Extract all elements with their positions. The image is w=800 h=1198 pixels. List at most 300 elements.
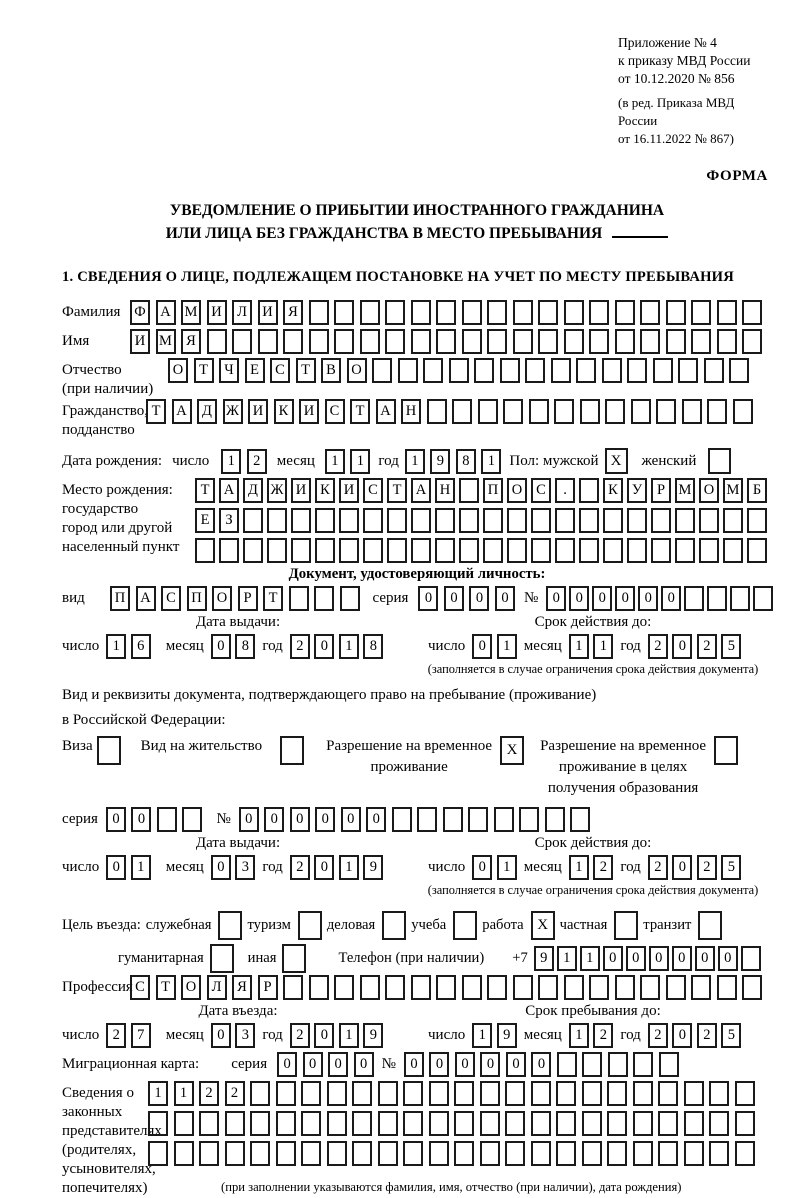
char-cell[interactable]: 1 xyxy=(497,634,517,659)
char-cell[interactable]: И xyxy=(339,478,359,503)
char-cell[interactable] xyxy=(579,478,599,503)
char-cell[interactable] xyxy=(423,358,443,383)
char-cell[interactable] xyxy=(658,1141,678,1166)
char-cell[interactable] xyxy=(459,538,479,563)
char-cell[interactable] xyxy=(478,399,498,424)
char-cell[interactable]: 0 xyxy=(672,1023,692,1048)
char-cell[interactable]: 0 xyxy=(211,1023,231,1048)
char-cell[interactable]: 0 xyxy=(354,1052,374,1077)
char-cell[interactable] xyxy=(717,300,737,325)
char-cell[interactable] xyxy=(707,399,727,424)
char-cell[interactable] xyxy=(207,329,227,354)
char-cell[interactable] xyxy=(411,538,431,563)
char-cell[interactable] xyxy=(148,1111,168,1136)
char-cell[interactable] xyxy=(436,329,456,354)
char-cell[interactable]: 5 xyxy=(721,634,741,659)
char-cell[interactable]: 7 xyxy=(131,1023,151,1048)
char-cell[interactable]: 1 xyxy=(569,1023,589,1048)
phone-cells[interactable] xyxy=(534,946,761,971)
char-cell[interactable] xyxy=(579,508,599,533)
char-cell[interactable]: О xyxy=(507,478,527,503)
char-cell[interactable] xyxy=(607,1081,627,1106)
char-cell[interactable] xyxy=(309,300,329,325)
char-cell[interactable] xyxy=(483,538,503,563)
char-cell[interactable]: 0 xyxy=(314,855,334,880)
char-cell[interactable] xyxy=(735,1141,755,1166)
char-cell[interactable]: И xyxy=(248,399,268,424)
char-cell[interactable]: 0 xyxy=(718,946,738,971)
char-cell[interactable]: 1 xyxy=(339,1023,359,1048)
char-cell[interactable]: А xyxy=(219,478,239,503)
char-cell[interactable]: С xyxy=(161,586,181,611)
char-cell[interactable] xyxy=(589,975,609,1000)
char-cell[interactable]: А xyxy=(376,399,396,424)
char-cell[interactable] xyxy=(291,538,311,563)
char-cell[interactable] xyxy=(454,1141,474,1166)
char-cell[interactable] xyxy=(360,300,380,325)
char-cell[interactable] xyxy=(633,1111,653,1136)
char-cell[interactable]: 2 xyxy=(290,1023,310,1048)
char-cell[interactable] xyxy=(699,508,719,533)
char-cell[interactable] xyxy=(174,1111,194,1136)
char-cell[interactable]: Н xyxy=(435,478,455,503)
char-cell[interactable]: 1 xyxy=(221,449,241,474)
char-cell[interactable] xyxy=(576,358,596,383)
char-cell[interactable] xyxy=(717,329,737,354)
char-cell[interactable]: 5 xyxy=(721,855,741,880)
char-cell[interactable] xyxy=(309,329,329,354)
char-cell[interactable]: 9 xyxy=(497,1023,517,1048)
char-cell[interactable] xyxy=(580,399,600,424)
char-cell[interactable] xyxy=(531,538,551,563)
char-cell[interactable] xyxy=(301,1141,321,1166)
char-cell[interactable]: 0 xyxy=(211,634,231,659)
char-cell[interactable]: 2 xyxy=(290,634,310,659)
purpose-business-checkbox[interactable] xyxy=(382,911,406,940)
char-cell[interactable]: З xyxy=(219,508,239,533)
char-cell[interactable] xyxy=(372,358,392,383)
char-cell[interactable]: Я xyxy=(181,329,201,354)
char-cell[interactable]: Е xyxy=(195,508,215,533)
char-cell[interactable]: 0 xyxy=(695,946,715,971)
char-cell[interactable]: 0 xyxy=(531,1052,551,1077)
char-cell[interactable] xyxy=(487,300,507,325)
char-cell[interactable] xyxy=(243,508,263,533)
char-cell[interactable] xyxy=(525,358,545,383)
char-cell[interactable]: 0 xyxy=(315,807,335,832)
char-cell[interactable] xyxy=(607,1111,627,1136)
char-cell[interactable] xyxy=(487,975,507,1000)
char-cell[interactable]: П xyxy=(483,478,503,503)
char-cell[interactable] xyxy=(742,329,762,354)
char-cell[interactable] xyxy=(148,1141,168,1166)
residence-permit-checkbox[interactable] xyxy=(280,736,304,765)
char-cell[interactable]: 1 xyxy=(339,634,359,659)
char-cell[interactable]: 0 xyxy=(672,946,692,971)
char-cell[interactable] xyxy=(531,1081,551,1106)
char-cell[interactable] xyxy=(653,358,673,383)
char-cell[interactable]: К xyxy=(603,478,623,503)
char-cell[interactable] xyxy=(403,1111,423,1136)
birth-place-cells-line1[interactable] xyxy=(195,478,767,503)
char-cell[interactable] xyxy=(733,399,753,424)
char-cell[interactable]: 0 xyxy=(106,855,126,880)
char-cell[interactable] xyxy=(709,1141,729,1166)
char-cell[interactable]: У xyxy=(627,478,647,503)
char-cell[interactable]: 1 xyxy=(580,946,600,971)
char-cell[interactable] xyxy=(435,508,455,533)
char-cell[interactable] xyxy=(429,1141,449,1166)
char-cell[interactable]: 0 xyxy=(303,1052,323,1077)
char-cell[interactable]: 1 xyxy=(106,634,126,659)
char-cell[interactable]: Ч xyxy=(219,358,239,383)
char-cell[interactable] xyxy=(682,399,702,424)
char-cell[interactable] xyxy=(250,1111,270,1136)
char-cell[interactable]: Я xyxy=(283,300,303,325)
char-cell[interactable] xyxy=(602,358,622,383)
char-cell[interactable] xyxy=(633,1052,653,1077)
char-cell[interactable] xyxy=(513,975,533,1000)
char-cell[interactable] xyxy=(627,508,647,533)
char-cell[interactable]: 0 xyxy=(131,807,151,832)
char-cell[interactable] xyxy=(195,538,215,563)
char-cell[interactable] xyxy=(500,358,520,383)
char-cell[interactable] xyxy=(699,538,719,563)
char-cell[interactable] xyxy=(429,1111,449,1136)
stay-month-cells[interactable] xyxy=(569,1023,614,1048)
char-cell[interactable]: 8 xyxy=(456,449,476,474)
char-cell[interactable] xyxy=(157,807,177,832)
char-cell[interactable] xyxy=(505,1111,525,1136)
char-cell[interactable] xyxy=(199,1111,219,1136)
char-cell[interactable]: 0 xyxy=(672,634,692,659)
char-cell[interactable] xyxy=(675,538,695,563)
char-cell[interactable]: 1 xyxy=(325,449,345,474)
char-cell[interactable] xyxy=(387,508,407,533)
char-cell[interactable] xyxy=(225,1111,245,1136)
char-cell[interactable]: Ф xyxy=(130,300,150,325)
char-cell[interactable] xyxy=(483,508,503,533)
passport-valid-year-cells[interactable] xyxy=(648,634,742,659)
char-cell[interactable] xyxy=(723,538,743,563)
migration-number-cells[interactable] xyxy=(404,1052,679,1077)
char-cell[interactable]: 0 xyxy=(615,586,635,611)
char-cell[interactable] xyxy=(378,1081,398,1106)
char-cell[interactable] xyxy=(735,1081,755,1106)
char-cell[interactable] xyxy=(276,1141,296,1166)
char-cell[interactable] xyxy=(449,358,469,383)
char-cell[interactable]: 0 xyxy=(444,586,464,611)
char-cell[interactable] xyxy=(340,586,360,611)
char-cell[interactable] xyxy=(243,538,263,563)
char-cell[interactable]: 0 xyxy=(661,586,681,611)
char-cell[interactable] xyxy=(232,329,252,354)
char-cell[interactable] xyxy=(551,358,571,383)
char-cell[interactable]: 0 xyxy=(290,807,310,832)
char-cell[interactable] xyxy=(503,399,523,424)
char-cell[interactable] xyxy=(411,508,431,533)
char-cell[interactable] xyxy=(505,1081,525,1106)
temp-residence-education-checkbox[interactable] xyxy=(714,736,738,765)
patronymic-cells[interactable] xyxy=(168,358,749,383)
char-cell[interactable]: Р xyxy=(238,586,258,611)
char-cell[interactable]: А xyxy=(172,399,192,424)
char-cell[interactable]: 0 xyxy=(328,1052,348,1077)
char-cell[interactable]: 0 xyxy=(211,855,231,880)
char-cell[interactable]: Т xyxy=(263,586,283,611)
char-cell[interactable] xyxy=(327,1111,347,1136)
char-cell[interactable] xyxy=(435,538,455,563)
char-cell[interactable] xyxy=(429,1081,449,1106)
char-cell[interactable] xyxy=(742,975,762,1000)
char-cell[interactable] xyxy=(387,538,407,563)
purpose-official-checkbox[interactable] xyxy=(218,911,242,940)
char-cell[interactable]: 0 xyxy=(495,586,515,611)
char-cell[interactable]: 2 xyxy=(593,855,613,880)
char-cell[interactable]: 0 xyxy=(429,1052,449,1077)
char-cell[interactable]: Т xyxy=(350,399,370,424)
char-cell[interactable]: А xyxy=(136,586,156,611)
char-cell[interactable] xyxy=(627,538,647,563)
char-cell[interactable] xyxy=(640,329,660,354)
char-cell[interactable] xyxy=(411,975,431,1000)
char-cell[interactable]: 0 xyxy=(506,1052,526,1077)
char-cell[interactable]: 0 xyxy=(106,807,126,832)
char-cell[interactable]: Е xyxy=(245,358,265,383)
representatives-cells-line2[interactable] xyxy=(148,1111,755,1136)
char-cell[interactable]: К xyxy=(315,478,335,503)
char-cell[interactable] xyxy=(403,1141,423,1166)
char-cell[interactable]: 0 xyxy=(418,586,438,611)
char-cell[interactable]: 0 xyxy=(341,807,361,832)
char-cell[interactable]: М xyxy=(675,478,695,503)
char-cell[interactable]: О xyxy=(212,586,232,611)
char-cell[interactable]: Ж xyxy=(223,399,243,424)
char-cell[interactable] xyxy=(538,975,558,1000)
char-cell[interactable]: 0 xyxy=(314,1023,334,1048)
char-cell[interactable] xyxy=(283,975,303,1000)
doc-number-cells[interactable] xyxy=(546,586,773,611)
char-cell[interactable] xyxy=(570,807,590,832)
visa-checkbox[interactable] xyxy=(97,736,121,765)
passport-valid-day-cells[interactable] xyxy=(472,634,517,659)
surname-cells[interactable] xyxy=(130,300,762,325)
entry-day-cells[interactable] xyxy=(106,1023,151,1048)
char-cell[interactable]: Д xyxy=(197,399,217,424)
char-cell[interactable] xyxy=(360,329,380,354)
char-cell[interactable] xyxy=(557,1052,577,1077)
char-cell[interactable]: 1 xyxy=(557,946,577,971)
char-cell[interactable]: Л xyxy=(207,975,227,1000)
char-cell[interactable] xyxy=(436,300,456,325)
char-cell[interactable] xyxy=(531,508,551,533)
char-cell[interactable] xyxy=(267,538,287,563)
char-cell[interactable]: М xyxy=(181,300,201,325)
char-cell[interactable] xyxy=(327,1081,347,1106)
char-cell[interactable]: Д xyxy=(243,478,263,503)
doc-type-cells[interactable] xyxy=(110,586,360,611)
char-cell[interactable] xyxy=(513,300,533,325)
char-cell[interactable] xyxy=(494,807,514,832)
char-cell[interactable] xyxy=(385,975,405,1000)
char-cell[interactable]: 0 xyxy=(672,855,692,880)
char-cell[interactable]: С xyxy=(363,478,383,503)
char-cell[interactable] xyxy=(314,586,334,611)
char-cell[interactable] xyxy=(684,1081,704,1106)
char-cell[interactable]: И xyxy=(258,300,278,325)
char-cell[interactable]: 2 xyxy=(697,1023,717,1048)
char-cell[interactable]: И xyxy=(130,329,150,354)
char-cell[interactable]: С xyxy=(130,975,150,1000)
char-cell[interactable] xyxy=(753,586,773,611)
sex-male-checkbox[interactable]: X xyxy=(605,448,628,474)
char-cell[interactable] xyxy=(315,538,335,563)
char-cell[interactable] xyxy=(276,1111,296,1136)
passport-issue-year-cells[interactable] xyxy=(290,634,384,659)
entry-year-cells[interactable] xyxy=(290,1023,384,1048)
char-cell[interactable] xyxy=(582,1052,602,1077)
char-cell[interactable] xyxy=(352,1141,372,1166)
char-cell[interactable] xyxy=(339,538,359,563)
char-cell[interactable]: 8 xyxy=(235,634,255,659)
char-cell[interactable] xyxy=(666,300,686,325)
char-cell[interactable] xyxy=(219,538,239,563)
char-cell[interactable] xyxy=(723,508,743,533)
char-cell[interactable] xyxy=(327,1141,347,1166)
char-cell[interactable] xyxy=(403,1081,423,1106)
char-cell[interactable]: 1 xyxy=(174,1081,194,1106)
char-cell[interactable] xyxy=(564,329,584,354)
purpose-humanitarian-checkbox[interactable] xyxy=(210,944,234,973)
char-cell[interactable]: 9 xyxy=(363,1023,383,1048)
char-cell[interactable]: 1 xyxy=(569,634,589,659)
char-cell[interactable] xyxy=(505,1141,525,1166)
sex-female-checkbox[interactable] xyxy=(708,448,731,474)
char-cell[interactable]: 2 xyxy=(648,1023,668,1048)
citizenship-cells[interactable] xyxy=(146,399,753,424)
char-cell[interactable]: М xyxy=(156,329,176,354)
char-cell[interactable] xyxy=(462,975,482,1000)
stay-day-cells[interactable] xyxy=(472,1023,517,1048)
char-cell[interactable]: 2 xyxy=(648,634,668,659)
char-cell[interactable]: 1 xyxy=(131,855,151,880)
char-cell[interactable] xyxy=(459,478,479,503)
char-cell[interactable]: 3 xyxy=(235,1023,255,1048)
char-cell[interactable]: Т xyxy=(387,478,407,503)
passport-valid-month-cells[interactable] xyxy=(569,634,614,659)
char-cell[interactable]: 2 xyxy=(106,1023,126,1048)
birth-place-cells-line3[interactable] xyxy=(195,538,767,563)
char-cell[interactable] xyxy=(633,1081,653,1106)
char-cell[interactable]: 0 xyxy=(472,634,492,659)
char-cell[interactable] xyxy=(462,300,482,325)
char-cell[interactable] xyxy=(582,1081,602,1106)
char-cell[interactable] xyxy=(334,975,354,1000)
char-cell[interactable]: О xyxy=(347,358,367,383)
char-cell[interactable] xyxy=(666,329,686,354)
char-cell[interactable]: 2 xyxy=(199,1081,219,1106)
char-cell[interactable] xyxy=(474,358,494,383)
char-cell[interactable]: 1 xyxy=(405,449,425,474)
char-cell[interactable] xyxy=(385,300,405,325)
char-cell[interactable] xyxy=(678,358,698,383)
char-cell[interactable]: 2 xyxy=(593,1023,613,1048)
char-cell[interactable] xyxy=(684,1111,704,1136)
char-cell[interactable]: 2 xyxy=(290,855,310,880)
char-cell[interactable] xyxy=(334,300,354,325)
char-cell[interactable] xyxy=(519,807,539,832)
char-cell[interactable] xyxy=(531,1141,551,1166)
char-cell[interactable] xyxy=(417,807,437,832)
char-cell[interactable] xyxy=(691,300,711,325)
char-cell[interactable] xyxy=(454,1111,474,1136)
char-cell[interactable]: С xyxy=(270,358,290,383)
purpose-study-checkbox[interactable] xyxy=(453,911,477,940)
char-cell[interactable] xyxy=(411,329,431,354)
char-cell[interactable] xyxy=(360,975,380,1000)
char-cell[interactable]: Н xyxy=(401,399,421,424)
char-cell[interactable] xyxy=(267,508,287,533)
char-cell[interactable]: 1 xyxy=(593,634,613,659)
birth-day-cells[interactable] xyxy=(221,449,267,474)
char-cell[interactable]: 0 xyxy=(592,586,612,611)
char-cell[interactable] xyxy=(709,1111,729,1136)
char-cell[interactable]: П xyxy=(110,586,130,611)
char-cell[interactable]: 0 xyxy=(480,1052,500,1077)
char-cell[interactable] xyxy=(462,329,482,354)
char-cell[interactable] xyxy=(608,1052,628,1077)
char-cell[interactable] xyxy=(615,300,635,325)
char-cell[interactable] xyxy=(352,1081,372,1106)
char-cell[interactable]: С xyxy=(531,478,551,503)
char-cell[interactable] xyxy=(658,1111,678,1136)
char-cell[interactable]: 9 xyxy=(534,946,554,971)
char-cell[interactable]: Т xyxy=(296,358,316,383)
char-cell[interactable]: М xyxy=(723,478,743,503)
char-cell[interactable]: 0 xyxy=(264,807,284,832)
char-cell[interactable]: 0 xyxy=(472,855,492,880)
char-cell[interactable] xyxy=(589,329,609,354)
char-cell[interactable]: 1 xyxy=(472,1023,492,1048)
char-cell[interactable]: П xyxy=(187,586,207,611)
char-cell[interactable]: В xyxy=(321,358,341,383)
char-cell[interactable] xyxy=(627,358,647,383)
char-cell[interactable] xyxy=(582,1141,602,1166)
char-cell[interactable] xyxy=(691,975,711,1000)
char-cell[interactable] xyxy=(564,300,584,325)
passport-issue-day-cells[interactable] xyxy=(106,634,151,659)
char-cell[interactable]: 0 xyxy=(404,1052,424,1077)
char-cell[interactable] xyxy=(741,946,761,971)
char-cell[interactable] xyxy=(258,329,278,354)
char-cell[interactable] xyxy=(378,1111,398,1136)
char-cell[interactable] xyxy=(507,508,527,533)
entry-month-cells[interactable] xyxy=(211,1023,256,1048)
char-cell[interactable]: 1 xyxy=(148,1081,168,1106)
char-cell[interactable]: О xyxy=(168,358,188,383)
char-cell[interactable] xyxy=(651,508,671,533)
residence-valid-month-cells[interactable] xyxy=(569,855,614,880)
char-cell[interactable] xyxy=(480,1081,500,1106)
char-cell[interactable]: Т xyxy=(146,399,166,424)
residence-number-cells[interactable] xyxy=(239,807,591,832)
char-cell[interactable] xyxy=(633,1141,653,1166)
char-cell[interactable] xyxy=(579,538,599,563)
char-cell[interactable] xyxy=(250,1141,270,1166)
char-cell[interactable] xyxy=(531,1111,551,1136)
char-cell[interactable] xyxy=(742,300,762,325)
char-cell[interactable] xyxy=(684,586,704,611)
